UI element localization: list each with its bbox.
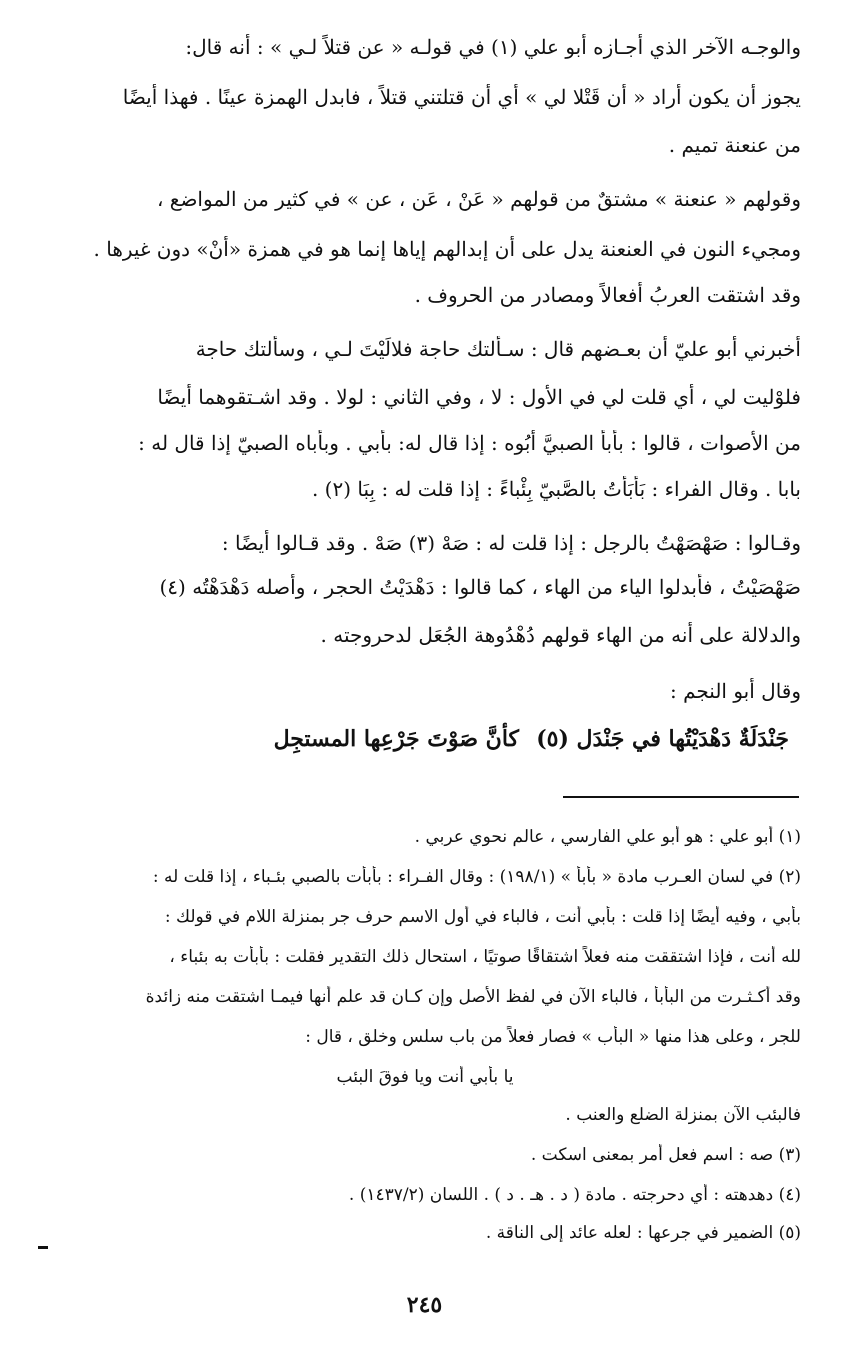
page-number: ٢٤٥ — [406, 1292, 443, 1318]
text-line: من الأصوات ، قالوا : بأْبأَ الصبيَّ أَبُوه : إذا قال له: بأبي . وبأباه الصبيّ إذا قال له : — [138, 431, 801, 455]
text-line: والوجـه الآخر الذي أجـازه أبو علي (١) في قولـه « عن قتلاً لـي » : أنه قال: — [185, 35, 801, 59]
footnote-line: (٣) صه : اسم فعل أمر بمعنى اسكت . — [530, 1145, 801, 1165]
text-line: بابا . وقال الفراء : بَأبَأتُ بالصَّبيّ بِئْباءً : إذا قلت له : بِبَا (٢) . — [311, 477, 801, 501]
footnote-line: (٤) دهدهته : أي دحرجته . مادة ( د . هـ . د ) . اللسان (١٤٣٧/٢) . — [348, 1185, 801, 1205]
margin-mark — [38, 1246, 48, 1249]
footnote-line: لله أنت ، فإذا اشتققت منه فعلاً اشتقاقًا صوتيًا ، استحال ذلك التقدير فقلت : بأبأت به بئباء ، — [169, 947, 801, 967]
text-line: أخبرني أبو عليّ أن بعـضهم قال : سـألتك حاجة فلالَيْتَ لـي ، وسألتك حاجة — [195, 337, 801, 361]
footnote-line: (٥) الضمير في جرعها : لعله عائد إلى الناقة . — [485, 1223, 801, 1243]
footnote-line: بأبي ، وفيه أيضًا إذا قلت : بأبي أنت ، فالباء في أول الاسم حرف جر بمنزلة اللام في قولك : — [164, 907, 801, 927]
footnote-line: للجر ، وعلى هذا منها « البأب » فصار فعلاً من باب سلس وخلق ، قال : — [305, 1027, 801, 1047]
footnote-verse: يا بأبي أنت ويا فوقَ البئب — [336, 1067, 514, 1087]
footnote-line: (١) أبو علي : هو أبو علي الفارسي ، عالم نحوي عربي . — [414, 827, 801, 847]
poem-hemistich: جَنْدَلَةٌ دَهْدَيْتُها في جَنْدَل (٥) — [536, 726, 789, 752]
footnote-divider — [563, 796, 799, 798]
text-line: يجوز أن يكون أراد « أن قَتْلا لي » أي أن قتلتني قتلاً ، فابدل الهمزة عينًا . فهذا أيضًا — [122, 85, 801, 109]
text-line: وقولهم « عنعنة » مشتقٌ من قولهم « عَنْ ، عَن ، عن » في كثير من المواضع ، — [156, 187, 801, 211]
text-line: وقال أبو النجم : — [669, 679, 801, 703]
text-line: ومجيء النون في العنعنة يدل على أن إبدالهم إياها إنما هو في همزة «أَنْ» دون غيرها . — [93, 237, 801, 261]
text-line: صَهْصَيْتُ ، فأبدلوا الياء من الهاء ، كما قالوا : دَهْدَيْتُ الحجر ، وأصله دَهْدَهْتُه (٤) — [159, 575, 801, 599]
text-line: وقـالوا : صَهْصَهْتُ بالرجل : إذا قلت له : صَهْ (٣) صَهْ . وقد قـالوا أيضًا : — [221, 531, 801, 555]
poem-hemistich: كأنَّ صَوْتَ جَرْعِها المستجِل — [273, 726, 519, 752]
footnote-line: فالبئب الآن بمنزلة الضلع والعنب . — [565, 1105, 801, 1125]
footnote-line: وقد أكـثـرت من البأبأ ، فالباء الآن في لفظ الأصل وإن كـان قد علم أنها فيمـا اشتقت منه زائدة — [145, 987, 801, 1007]
text-line: فلوْليت لي ، أي قلت لي في الأول : لا ، وفي الثاني : لولا . وقد اشـتقوهما أيضًا — [157, 385, 801, 409]
footnote-line: (٢) في لسان العـرب مادة « بأبأ » (١٩٨/١) : وقال الفـراء : بأبأت بالصبي بئـباء ، إذا قلت له : — [152, 867, 801, 887]
text-line: والدلالة على أنه من الهاء قولهم دُهْدُوهة الجُعَل لدحروجته . — [320, 623, 801, 647]
text-line: من عنعنة تميم . — [668, 133, 801, 157]
text-line: وقد اشتقت العربُ أفعالاً ومصادر من الحروف . — [414, 283, 801, 307]
